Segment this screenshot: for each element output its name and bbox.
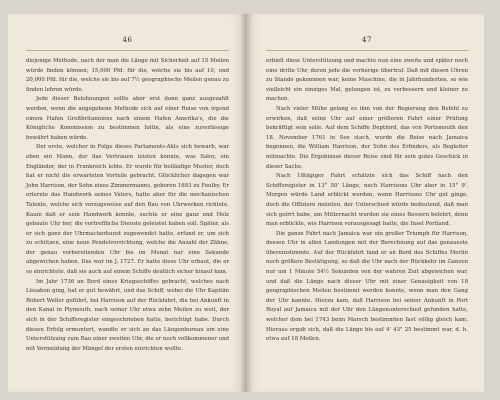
- right-page-text: [266, 57, 468, 345]
- paragraph: erhielt diese Unterstützung und machte nun eine zweite und später noch eine dritte Uhr, deren jede die vorherige übertraf. Daß mit diesen Uhren zu Stande gekommen war, keine Maschine, die in Jahrhunderten, so wie vielleicht ein einziges Mal, gelungen ist, zu verbessern und kleiner zu machen.: [266, 58, 468, 103]
- paragraph: diejenige Methode, nach der man die Länge mit Sicherheit auf 15 Meilen würde finden können; 15,000 Pfd. für die, welche sie bis auf 10, und 20,000 Pfd. für die, welche sie bis auf 7½ geographische Meilen genau zu finden lehren würde.: [26, 58, 229, 93]
- page-number-right: 47: [362, 36, 372, 44]
- header-rule-right: [266, 50, 468, 51]
- page-number-left: 46: [122, 36, 133, 44]
- left-page: [8, 14, 246, 392]
- right-page: [246, 14, 484, 392]
- paragraph: Nach 18tägiger Fahrt schätzte sich das Schiff nach den Schiffsregister in 13° 50' Länge, nach Harrisons Uhr aber in 15° 9'. Morgen würde Land erblickt werden, wenn Harrisons Uhr gut ginge, doch die Offiziere meinten, der Unterschied würde bedeutend, daß man sich geirrt habe, um Mitternacht wurden sie eines Bessern belehrt, denn man erblickte, wie Harrison vorausgesagt hatte, die Insel Portland.: [266, 173, 468, 228]
- paragraph: Die ganze Fahrt nach Jamaica war ein großer Triumph für Harrison, dessen Uhr in allen Landungen mit der Berechnung auf das genaueste übereinstimmte. Auf der Rückfahrt fand er an Bord des Schiffes Merlin noch größere Bestätigung, so daß die Uhr nach der Rückkehr im Ganzen nur um 1 Minute 54½ Sekunden von der wahren Zeit abgewichen war, und daß die Länge nach dieser Uhr mit einer Genauigkeit von 18 geographischen Meilen bestimmt werden konnte, wenn man den Gang der Uhr kannte. Hierzu kam, daß Harrison bei seiner Ankunft in Port Royal auf Jamaica mit der Uhr den Längenunterschied gefunden hatte, welcher dem bei 1743 beim Marsch bestimmten fast völlig gleich kam. Hieraus ergab sich, daß die Länge bis auf 4' 43" 25 bestimmt war, d. h. etwa auf 18 Meilen.: [266, 230, 468, 343]
- header-rule-left: [26, 50, 229, 51]
- paragraph: Nach vieler Mühe gelang es ihm von der Regierung den Befehl zu erwirken, daß seine Uhr auf einer größeren Fahrt einer Prüfung bekräftigt sein solle. Auf dem Schiffe Deptford, das von Portsmouth den 18. November 1761 in See stach, wurde die Reise nach Jamaica begonnen, die William Harrison, der Sohn des Erfinders, als Begleiter mitmachte. Die Ergebnisse dieser Reise sind für sein gutes Geschick in dieser Sache.: [266, 105, 468, 170]
- open-book: [8, 14, 484, 392]
- paragraph: Der erste, welcher in Folge dieses Parlaments-Akts sich bewarb, war eben ein Mann, der das Vertrauen leisten konnte, was Saloy, ein Engländer, der in Frankreich lebte. Er wurde für beiläufige Muster, doch hat er nicht die erwarteten Vorteile gebracht. Glücklicher dagegen war John Harrison, der Sohn eines Zimmermanns, geboren 1693 zu Foulby. Er erlernte das Handwerk seines Vaters, hatte aber für die mechanischen Talente, welche sich vorzugsweise auf den Bau von Uhrwerken richtete. Kaum daß er sein Handwerk konnte, suchte er eine ganz und Holz gebaute Uhr her, die vortreffliche Dienste geleistet haben soll. Später, als er sich ganz der Uhrmacherkunst zugewendet hatte, erfand er, um sich zu schützen, eine neue Pendelvorrichtung, welche die Anzahl der Zähne, der genau vorbereitenden Uhr bis im Monat nur eine Sekunde abgewichen haben. Das war im J. 1727. Er hatte diese Uhr erbaut, die er so einrichtete, daß sie auch auf einem Schiffe deutlich sicher hinauf kam.: [26, 144, 229, 276]
- paragraph: Jede dieser Belohnungen sollte aber erst dann ganz ausgezahlt werden, wenn die angegebene Methode sich auf einer Reise von irgend einem Hafen Großbritanniens nach einem Hafen Amerika's, die die Königliche Kommission zu bestimmen hätte, als eine zuverlässige bewährt haben würde.: [26, 96, 229, 141]
- paragraph: Im Jahr 1736 an Bord eines Kriegsschiffes gebracht, welches nach Lissabon ging, hat er gut bewährt, und das Schiff, wobei die Uhr Kapitän Robert Weller geführt, bei Harrison auf der Rückfahrt, die bei Ankunft in den Kanal in Plymouth, nach seiner Uhr etwa zehn Meilen zu weit, der sich in der Schiffsregister eingeschrieben hatte, berichtigt habe. Durch diesen Erfolg ermuntert, wandte er sich an das Längenbureau um eine Unterstützung zum Bau einer zweiten Uhr, die er noch vollkommener und mit Vermeidung der Mängel der ersten einrichten wollte.: [26, 278, 229, 352]
- left-page-text: [26, 57, 229, 354]
